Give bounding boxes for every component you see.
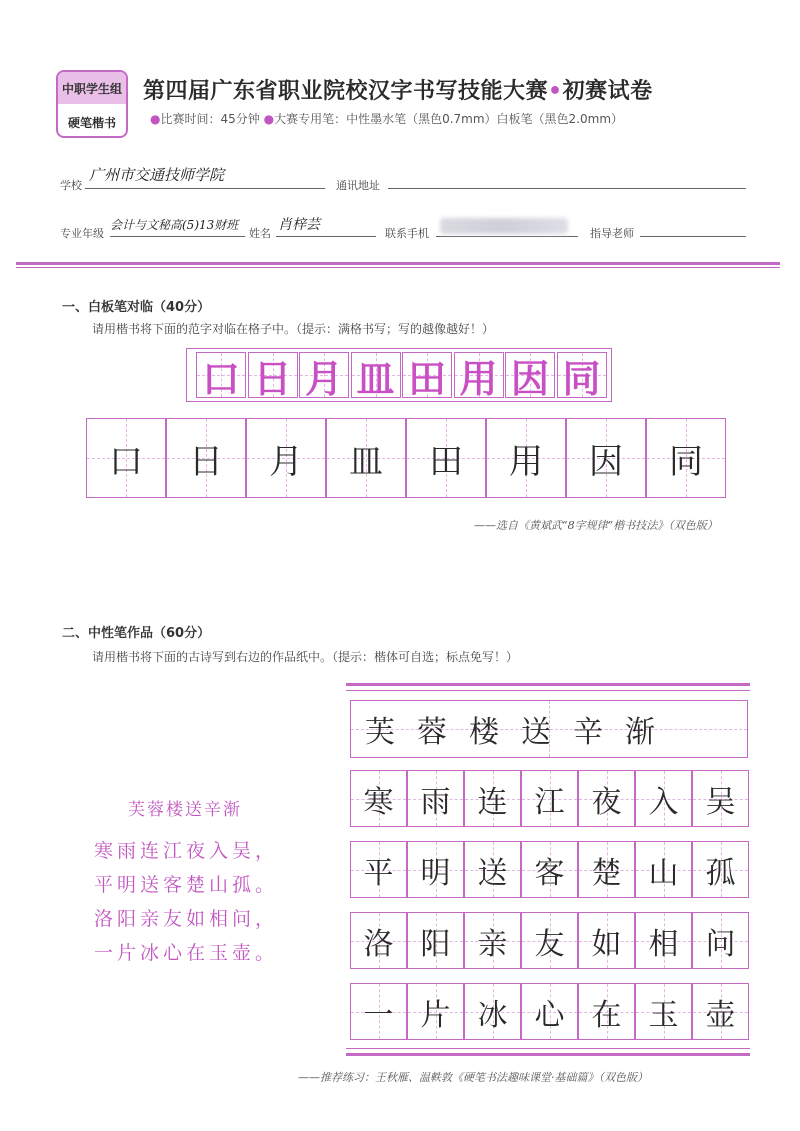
practice-cell-char: 日 [189, 441, 223, 482]
poem-cell-char: 寒 [363, 784, 394, 820]
model-char-cell-char: 皿 [356, 356, 395, 401]
model-char-cell-char: 因 [510, 356, 549, 401]
section1-heading: 一、白板笔对临（40分） [62, 300, 211, 315]
model-char-cell-char: 口 [201, 356, 240, 401]
badge-bottom: 硬笔楷书 [67, 115, 116, 130]
phone-redacted [440, 218, 568, 234]
poem-cell[interactable] [350, 912, 407, 969]
teacher-field[interactable] [640, 218, 746, 237]
reference-poem-line: 平明送客楚山孤。 [94, 874, 279, 896]
poem-cell-char: 在 [591, 997, 622, 1033]
practice-cell[interactable] [406, 418, 486, 498]
poem-cell[interactable] [692, 841, 749, 898]
model-char-cell[interactable] [454, 352, 504, 401]
reference-poem-line: 寒雨连江夜入吴， [94, 840, 279, 862]
poem-cell[interactable] [578, 770, 635, 827]
reference-poem-line: 一片冰心在玉壶。 [94, 942, 279, 964]
poem-cell-char: 江 [534, 784, 565, 820]
practice-cell-char: 用 [509, 441, 543, 482]
poem-cell-char: 心 [534, 997, 565, 1033]
poem-cell[interactable] [521, 770, 578, 827]
poem-cell-char: 相 [648, 926, 679, 962]
section2-heading: 二、中性笔作品（60分） [62, 626, 211, 641]
poem-cell-char: 夜 [591, 784, 622, 820]
work-title-box[interactable] [350, 700, 748, 758]
model-char-cell-char: 日 [253, 356, 292, 401]
section2-instruction: 请用楷书将下面的古诗写到右边的作品纸中。（提示：楷体可自选；标点免写！） [92, 650, 519, 664]
model-char-cell-char: 用 [459, 356, 498, 401]
poem-cell[interactable] [407, 770, 464, 827]
poem-cell[interactable] [692, 912, 749, 969]
model-char-cell[interactable] [557, 352, 607, 401]
badge-top: 中职学生组 [58, 72, 126, 104]
poem-cell-char: 片 [420, 997, 451, 1033]
poem-cell-char: 问 [705, 926, 736, 962]
poem-cell-char: 玉 [648, 997, 679, 1033]
phone-label: 联系手机 [385, 227, 429, 240]
poem-cell[interactable] [635, 912, 692, 969]
poem-cell-char: 送 [477, 855, 508, 891]
poem-cell[interactable] [464, 983, 521, 1040]
school-field[interactable] [85, 166, 325, 189]
poem-cell-char: 一 [363, 997, 394, 1033]
reference-poem-line: 洛阳亲友如相问， [94, 908, 279, 930]
model-char-cell[interactable] [299, 352, 349, 401]
poem-cell[interactable] [407, 841, 464, 898]
model-char-cell[interactable] [196, 352, 246, 401]
major-value: 会计与文秘高(5)13财班 [110, 218, 239, 232]
poem-cell[interactable] [350, 841, 407, 898]
section1-instruction: 请用楷书将下面的范字对临在格子中。（提示：满格书写；写的越像越好！） [92, 322, 495, 336]
poem-cell[interactable] [350, 983, 407, 1040]
poem-cell[interactable] [464, 912, 521, 969]
poem-cell-char: 雨 [420, 784, 451, 820]
major-label: 专业年级 [60, 227, 104, 240]
poem-cell-char: 洛 [363, 926, 394, 962]
page-title: 第四届广东省职业院校汉字书写技能大赛•初赛试卷 [143, 79, 653, 104]
poem-cell[interactable] [521, 841, 578, 898]
poem-cell-char: 吴 [705, 784, 736, 820]
model-char-cell[interactable] [351, 352, 401, 401]
teacher-label: 指导老师 [590, 227, 634, 240]
poem-cell[interactable] [635, 983, 692, 1040]
subtitle-time: 比赛时间：45分钟 [160, 112, 260, 126]
poem-cell[interactable] [692, 983, 749, 1040]
address-label: 通讯地址 [336, 179, 380, 192]
work-paper-top-rule [346, 683, 750, 686]
practice-cell[interactable] [646, 418, 726, 498]
work-title-text: 芙蓉楼送辛渐 [365, 715, 677, 750]
poem-cell-char: 冰 [477, 997, 508, 1033]
header-divider-thin [16, 267, 780, 268]
practice-cell-char: 因 [589, 441, 623, 482]
school-value: 广州市交通技师学院 [89, 166, 225, 184]
poem-cell[interactable] [407, 983, 464, 1040]
address-field[interactable] [388, 170, 746, 189]
poem-cell-char: 楚 [591, 855, 622, 891]
phone-field[interactable] [436, 218, 578, 237]
poem-cell[interactable] [407, 912, 464, 969]
poem-cell-char: 明 [420, 855, 451, 891]
practice-cell-char: 皿 [349, 441, 383, 482]
model-char-cell[interactable] [248, 352, 298, 401]
poem-cell-char: 平 [363, 855, 394, 891]
poem-cell[interactable] [521, 983, 578, 1040]
practice-cell[interactable] [486, 418, 566, 498]
model-char-cell[interactable] [505, 352, 555, 401]
model-char-cell[interactable] [402, 352, 452, 401]
title-suffix: 初赛试卷 [562, 79, 653, 104]
category-badge [56, 70, 128, 138]
work-paper-bottom-rule [346, 1053, 750, 1056]
poem-cell[interactable] [578, 841, 635, 898]
header-divider [16, 262, 780, 265]
practice-cell[interactable] [166, 418, 246, 498]
school-label: 学校 [60, 179, 82, 192]
practice-cell[interactable] [86, 418, 166, 498]
practice-cell-char: 田 [429, 441, 463, 482]
poem-cell-char: 壶 [705, 997, 736, 1033]
model-char-cell-char: 田 [407, 356, 446, 401]
poem-cell-char: 亲 [477, 926, 508, 962]
work-paper-bottom-rule-thin [346, 1048, 750, 1049]
model-char-cell-char: 同 [562, 356, 601, 401]
poem-cell[interactable] [350, 770, 407, 827]
model-char-cell-char: 月 [304, 356, 343, 401]
title-main: 第四届广东省职业院校汉字书写技能大赛 [143, 79, 549, 104]
section2-source: ——推荐练习：王秋雁、温軼敦《硬笔书法趣味课堂·基础篇》（双色版） [298, 1071, 648, 1084]
poem-cell[interactable] [635, 841, 692, 898]
poem-cell-char: 客 [534, 855, 565, 891]
poem-cell-char: 连 [477, 784, 508, 820]
poem-cell[interactable] [578, 983, 635, 1040]
poem-cell-char: 阳 [420, 926, 451, 962]
practice-cell[interactable] [566, 418, 646, 498]
poem-cell[interactable] [578, 912, 635, 969]
work-paper-top-rule-thin [346, 690, 750, 691]
subtitle-pens: 大赛专用笔：中性墨水笔（黑色0.7mm）白板笔（黑色2.0mm） [274, 112, 624, 126]
name-label: 姓名 [249, 227, 271, 240]
practice-cell-char: 月 [269, 441, 303, 482]
practice-cell-char: 同 [669, 441, 703, 482]
poem-cell-char: 友 [534, 926, 565, 962]
poem-cell-char: 入 [648, 784, 679, 820]
practice-cell[interactable] [246, 418, 326, 498]
poem-cell-char: 山 [648, 855, 679, 891]
poem-cell-char: 孤 [705, 855, 736, 891]
poem-cell[interactable] [635, 770, 692, 827]
practice-cell[interactable] [326, 418, 406, 498]
poem-cell[interactable] [464, 841, 521, 898]
section1-source: ——选自《黄斌武“8字规律”楷书技法》（双色版） [474, 519, 718, 532]
practice-cell-char: 口 [109, 441, 143, 482]
reference-poem-title: 芙蓉楼送辛渐 [128, 800, 242, 820]
poem-cell[interactable] [464, 770, 521, 827]
major-field[interactable] [110, 218, 245, 237]
subtitle: ●比赛时间：45分钟 ●大赛专用笔：中性墨水笔（黑色0.7mm）白板笔（黑色2.0mm） [150, 112, 624, 126]
poem-cell[interactable] [521, 912, 578, 969]
name-value: 肖梓芸 [278, 217, 320, 233]
poem-cell[interactable] [692, 770, 749, 827]
name-field[interactable] [276, 218, 376, 237]
poem-cell-char: 如 [591, 926, 622, 962]
